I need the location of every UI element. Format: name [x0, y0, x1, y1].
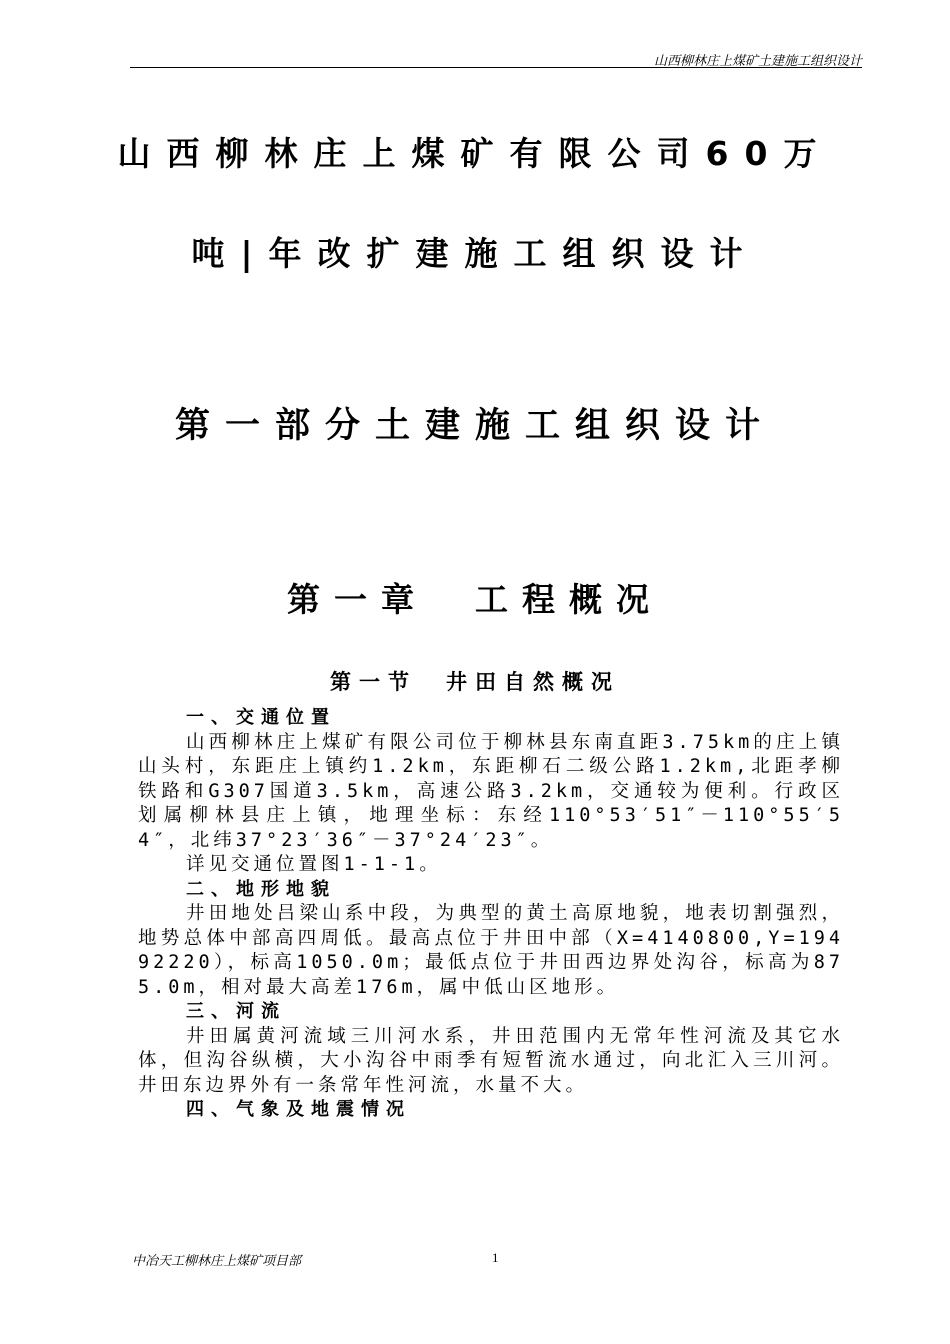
paragraph-transport-figure-ref: 详见交通位置图1-1-1。: [186, 854, 442, 875]
part-title: 第一部分土建施工组织设计: [174, 406, 775, 446]
paragraph-transport: 山西柳林庄上煤矿有限公司位于柳林县东南直距3.75km的庄上镇山头村，东距庄上镇约1.2km，东距柳石二级公路1.2km,北距孝柳铁路和G307国道3.5km，高速公路3.2km，交通较为便利。行政区划属柳林县庄上镇，地理坐标：东经110°53′51″－110°55′54″，北纬37°23′36″－37°24′23″。: [138, 731, 844, 851]
footer-project: 中冶天工柳林庄上煤矿项目部: [132, 1253, 302, 1268]
section-title: 第一节 井田自然概况: [330, 670, 620, 694]
subsection-heading-transport: 一、交通位置: [186, 707, 336, 728]
subsection-heading-terrain: 二、地形地貌: [186, 878, 336, 900]
header-rule: [130, 67, 862, 68]
paragraph-terrain: 井田地处吕梁山系中段，为典型的黄土高原地貌，地表切割强烈，地势总体中部高四周低。最高点位于井田中部（X=4140800,Y=19492220），标高1050.0m；最低点位于井田西边界处沟谷，标高为875.0m，相对最大高差176m，属中低山区地形。: [138, 903, 844, 998]
document-title-line-1: 山西柳林庄上煤矿有限公司60万: [117, 134, 833, 173]
paragraph-rivers: 井田属黄河流域三川河水系，井田范围内无常年性河流及其它水体，但沟谷纵横，大小沟谷中雨季有短暂流水通过，向北汇入三川河。井田东边界外有一条常年性河流，水量不大。: [138, 1025, 844, 1096]
document-body: [138, 706, 844, 1123]
chapter-title: 第一章 工程概况: [287, 580, 663, 619]
subsection-heading-rivers: 三、河流: [186, 1001, 286, 1022]
document-title-line-2: 吨|年改扩建施工组织设计: [191, 234, 759, 273]
running-header: 山西柳林庄上煤矿土建施工组织设计: [653, 53, 862, 68]
subsection-heading-climate: 四、气象及地震情况: [186, 1099, 411, 1120]
page-number: 1: [492, 1250, 499, 1265]
